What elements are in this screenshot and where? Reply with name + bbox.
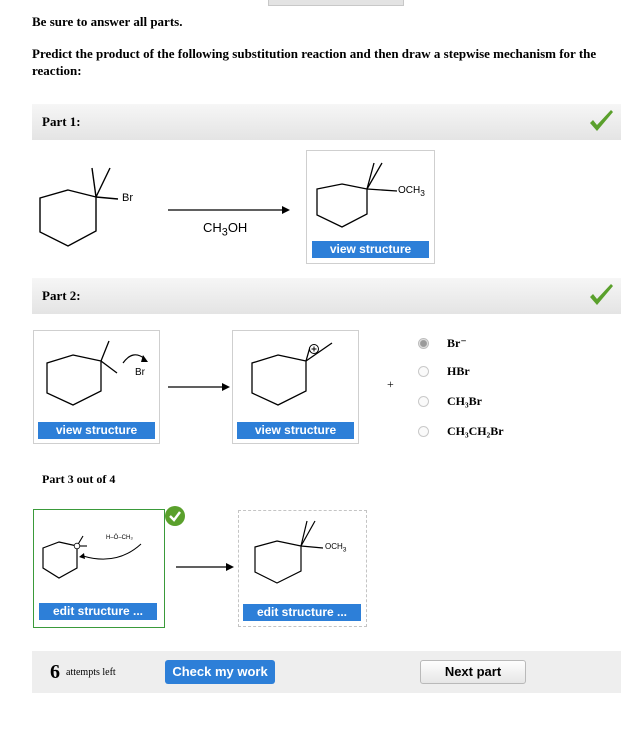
part1-reactant-structure	[32, 158, 152, 258]
part1-header	[32, 104, 621, 140]
part2-right-box	[232, 330, 359, 444]
view-structure-button[interactable]: view structure	[312, 241, 429, 258]
edit-structure-button[interactable]: edit structure ...	[243, 604, 361, 621]
part3-left-box[interactable]	[33, 509, 165, 628]
option-label: CH₃Br	[447, 394, 482, 408]
option-ch3br[interactable]	[418, 394, 482, 409]
part2-left-structure	[39, 335, 157, 421]
option-label: HBr	[447, 364, 470, 378]
attempts-count: 6	[50, 661, 60, 683]
option-label: CH₃CH₂Br	[447, 424, 504, 438]
part2-carbocation-structure	[238, 335, 356, 421]
radio-button[interactable]	[418, 396, 429, 407]
check-my-work-button[interactable]: Check my work	[165, 660, 275, 684]
part1-reagent: $CH_3OH$	[203, 220, 248, 239]
view-structure-button[interactable]: view structure	[38, 422, 155, 439]
footer-bar	[32, 651, 621, 693]
edit-structure-button[interactable]: edit structure ...	[39, 603, 157, 620]
view-structure-button[interactable]: view structure	[237, 422, 354, 439]
part3-product-structure	[249, 517, 359, 595]
next-part-button[interactable]: Next part	[420, 660, 526, 684]
question-line: Predict the product of the following substitution reaction and then draw a stepwise mechanism for the	[32, 46, 597, 61]
checkmark-icon	[587, 282, 615, 310]
part3-label: Part 3 out of 4	[42, 472, 116, 486]
part1-label: Part 1:	[42, 114, 81, 129]
part1-product-och3: $OCH_3$	[398, 185, 425, 198]
option-ch3ch2br[interactable]	[418, 424, 504, 439]
part3-arrow	[176, 561, 234, 573]
part2-left-box	[33, 330, 160, 444]
part2-header	[32, 278, 621, 314]
methanol-label: H–Ö–CH₃	[106, 535, 133, 541]
part1-product-box	[306, 150, 435, 264]
part2-label: Part 2:	[42, 288, 81, 303]
part1-product-structure	[312, 159, 432, 239]
part2-left-br: Br	[135, 367, 145, 378]
attempts-text: attempts left	[66, 667, 116, 678]
check-badge-icon	[164, 505, 186, 527]
part2-arrow	[168, 381, 230, 393]
part3-product-och3: $OCH_3$	[325, 542, 347, 554]
top-tab	[268, 0, 404, 6]
radio-button[interactable]	[418, 338, 429, 349]
checkmark-icon	[587, 108, 615, 136]
part3-header	[32, 462, 621, 498]
part1-reactant-br: Br	[122, 192, 133, 204]
question-line-2: reaction:	[32, 63, 82, 78]
part1-arrow	[168, 204, 290, 216]
radio-button[interactable]	[418, 426, 429, 437]
part3-left-structure	[37, 520, 163, 594]
option-label: Br⁻	[447, 336, 467, 350]
option-br-minus[interactable]	[418, 336, 467, 351]
instruction-line: Be sure to answer all parts.	[32, 14, 183, 29]
part3-right-box[interactable]	[238, 510, 367, 627]
radio-button[interactable]	[418, 366, 429, 377]
plus-sign: +	[387, 377, 394, 391]
option-hbr[interactable]	[418, 364, 470, 379]
